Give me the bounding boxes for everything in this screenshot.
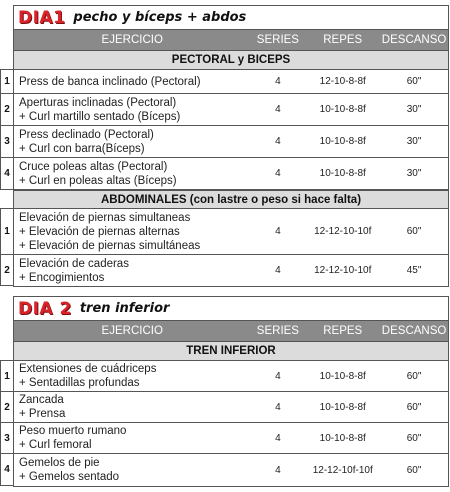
day1-title: [14, 6, 448, 30]
day2-table: [4, 296, 449, 487]
exercise-line: + Sentadillas profundas: [19, 377, 140, 389]
exercise-line: + Gemelos sentado: [19, 471, 120, 483]
exercise-line: + Curl con barra(Bíceps): [19, 142, 145, 155]
day1-column-header: [14, 30, 448, 51]
section-title: PECTORAL y BICEPS: [14, 51, 448, 70]
exercise-line: + Elevación de piernas alternas: [19, 225, 180, 238]
reps-value: 10-10-8-8f: [319, 370, 366, 382]
exercise-row: [4, 126, 448, 158]
day1-label: DIA1: [18, 7, 66, 28]
exercise-row: [4, 70, 448, 94]
exercise-line: Gemelos de pie: [19, 457, 100, 469]
row-index: 1: [0, 208, 13, 255]
day2-title: [14, 297, 448, 321]
row-index: 1: [0, 360, 13, 392]
row-index: 2: [0, 391, 13, 423]
row-index: 3: [0, 125, 13, 158]
column-series: SERIES: [256, 34, 299, 46]
column-rest: DESCANSO: [381, 34, 447, 46]
exercise-row: [4, 158, 448, 190]
exercise-line: Press declinado (Pectoral): [19, 128, 154, 141]
exercise-row: [4, 255, 448, 286]
rest-value: 60": [406, 76, 422, 87]
reps-value: 10-10-8-8f: [319, 432, 366, 444]
exercise-name: [14, 362, 250, 390]
reps-value: 10-10-8-8f: [319, 401, 366, 413]
series-value: 4: [275, 104, 281, 115]
column-reps: REPES: [323, 325, 363, 337]
exercise-row: [4, 361, 448, 392]
exercise-name: [14, 160, 250, 188]
exercise-line: + Curl en poleas altas (Bíceps): [19, 174, 177, 187]
rest-value: 45": [406, 265, 422, 276]
reps-value: 12-12-10f-10f: [312, 464, 373, 476]
exercise-line: + Curl femoral: [19, 439, 92, 451]
reps-value: 12-12-10-10f: [314, 265, 372, 276]
day2-column-header: [14, 321, 448, 342]
rest-value: 60": [406, 370, 422, 382]
series-value: 4: [275, 401, 281, 413]
column-reps: REPES: [323, 34, 363, 46]
exercise-line: Elevación de caderas: [19, 257, 129, 270]
exercise-name: [14, 257, 250, 285]
section-title: TREN INFERIOR: [14, 342, 448, 361]
row-index: 4: [0, 157, 13, 190]
exercise-line: Aperturas inclinadas (Pectoral): [19, 96, 177, 109]
exercise-row: [4, 454, 448, 486]
exercise-name: [14, 424, 250, 452]
day1-subtitle: pecho y bíceps + abdos: [73, 10, 247, 25]
exercise-row: [4, 423, 448, 454]
row-index: 2: [0, 254, 13, 286]
exercise-line: Peso muerto rumano: [19, 425, 127, 437]
exercise-name: [14, 75, 250, 89]
reps-value: 10-10-8-8f: [319, 168, 366, 179]
series-value: 4: [275, 432, 281, 444]
exercise-name: [14, 393, 250, 421]
day2-label: DIA 2: [18, 298, 72, 319]
reps-value: 10-10-8-8f: [319, 104, 366, 115]
reps-value: 12-12-10-10f: [314, 226, 372, 237]
exercise-row: [4, 392, 448, 423]
series-value: 4: [275, 370, 281, 382]
exercise-line: + Elevación de piernas simultáneas: [19, 239, 201, 252]
rest-value: 60": [406, 226, 422, 237]
exercise-line: Extensiones de cuádriceps: [19, 363, 157, 375]
row-index: 4: [0, 453, 13, 486]
exercise-name: [14, 456, 250, 484]
row-index: 3: [0, 422, 13, 454]
series-value: 4: [275, 168, 281, 179]
exercise-line: + Curl martillo sentado (Bíceps): [19, 110, 181, 123]
row-index: 1: [0, 69, 13, 94]
rest-value: 60": [406, 464, 422, 476]
column-series: SERIES: [256, 325, 299, 337]
exercise-line: Elevación de piernas simultaneas: [19, 211, 191, 224]
column-rest: DESCANSO: [381, 325, 447, 337]
series-value: 4: [275, 136, 281, 147]
column-exercise: EJERCICIO: [101, 325, 163, 337]
exercise-name: [14, 211, 250, 253]
exercise-line: Cruce poleas altas (Pectoral): [19, 160, 168, 173]
series-value: 4: [275, 76, 281, 87]
reps-value: 12-10-8-8f: [319, 76, 366, 87]
exercise-row: [4, 94, 448, 126]
rest-value: 30": [406, 104, 422, 115]
rest-value: 30": [406, 168, 422, 179]
rest-value: 60": [406, 432, 422, 444]
day1-table: [4, 5, 449, 287]
day2-subtitle: tren inferior: [79, 301, 170, 316]
row-index: 2: [0, 93, 13, 126]
exercise-row: [4, 209, 448, 255]
column-exercise: EJERCICIO: [101, 34, 163, 46]
section-title: ABDOMINALES (con lastre o peso si hace falta): [14, 190, 448, 209]
series-value: 4: [275, 265, 281, 276]
rest-value: 30": [406, 136, 422, 147]
series-value: 4: [275, 226, 281, 237]
exercise-name: [14, 128, 250, 156]
exercise-line: Press de banca inclinado (Pectoral): [19, 75, 201, 88]
exercise-line: Zancada: [19, 394, 64, 406]
exercise-line: + Encogimientos: [19, 271, 105, 284]
reps-value: 10-10-8-8f: [319, 136, 366, 147]
series-value: 4: [275, 464, 281, 476]
exercise-name: [14, 96, 250, 124]
exercise-line: + Prensa: [19, 408, 66, 420]
rest-value: 60": [406, 401, 422, 413]
